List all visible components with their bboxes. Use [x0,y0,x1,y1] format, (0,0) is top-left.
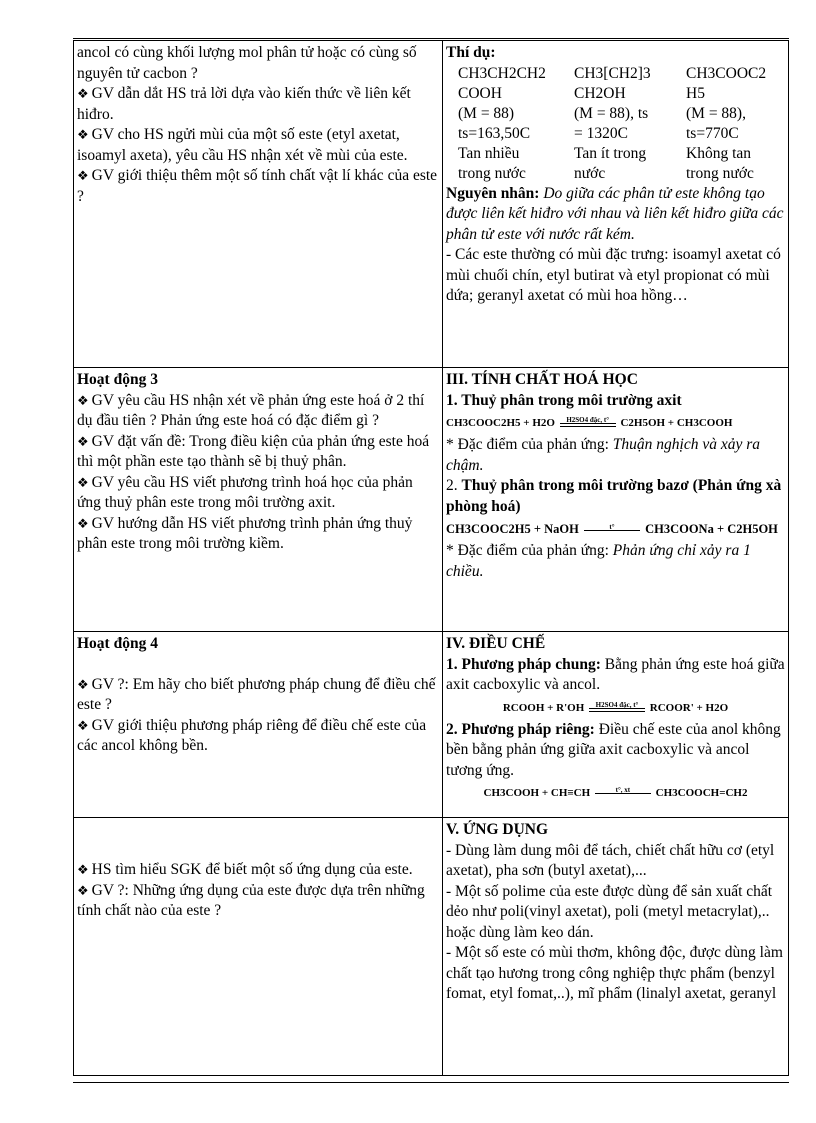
text-line: ancol có cùng khối lượng mol phân tử hoặc có cùng số nguyên tử cacbon ? [77,44,417,82]
top-rule [73,38,789,39]
subsection-heading: Thuỷ phân trong môi trường bazơ (Phản ứng xà phòng hoá) [446,477,782,515]
equation-left: CH3COOH + CH≡CH [483,787,591,799]
cause-label: Nguyên nhân: [446,184,540,202]
activity-title: Hoạt động 3 [77,371,158,388]
content-cell [443,368,789,632]
compare-cell: COOH [458,84,502,102]
content-cell [443,41,789,368]
application-paragraph: - Dùng làm dung môi để tách, chiết chất hữu cơ (etyl axetat), pha sơn (butyl axetat),... [446,841,775,879]
activity-cell [74,632,443,818]
method-label: 1. Phương pháp chung: [446,655,601,673]
method-label: 2. Phương pháp riêng: [446,720,595,738]
reaction-arrow [595,788,651,798]
compare-cell: CH3COOC2 [686,64,767,82]
bullet-line: ❖ GV dẫn dắt HS trả lời dựa vào kiến thức về liên kết hiđro. [77,84,439,125]
compare-cell: CH3CH2CH2 [458,64,546,82]
bullet-line: ❖ GV giới thiệu thêm một số tính chất vật lí khác của este ? [77,166,439,207]
compare-grid [458,64,785,184]
activity-title: Hoạt động 4 [77,635,158,652]
equation-left: CH3COOC2H5 + NaOH [446,522,579,536]
application-paragraph: - Một số polime của este được dùng để sản xuất chất dẻo như poli(vinyl axetat), poli (metyl metacrylat),.. hoặc dùng làm keo dán. [446,882,773,941]
compare-cell: Không tan [686,144,752,162]
compare-cell: CH2OH [574,84,626,102]
bullet-line: ❖ HS tìm hiểu SGK để biết một số ứng dụng của este. [77,860,439,881]
equation-right: RCOOR' + H2O [649,701,729,714]
bullet-line: ❖ GV yêu cầu HS viết phương trình hoá học của phản ứng thuỷ phân este trong môi trường axit. [77,473,439,514]
equation-hydrolysis-acid [446,411,785,435]
activity-cell [74,41,443,368]
arrow-condition: t° [609,523,615,532]
example-heading: Thí dụ: [446,44,496,61]
activity-cell [74,818,443,1076]
lesson-table [73,40,789,1076]
compare-cell: nước [574,164,606,182]
equilibrium-arrow [560,418,616,428]
cause-text: Do giữa các phân tử este không tạo được liên kết hiđro với nhau và liên kết hiđro giữa các phân tử este với nước rất kém. [446,184,784,243]
table-row [74,368,789,632]
equation-saponification [446,517,785,541]
method-text: Điều chế este của anol không bền bằng phản ứng giữa axit cacboxylic và ancol tương ứng. [446,720,781,779]
compare-cell: (M = 88), ts [574,104,649,122]
equation-vinyl-acetate [446,781,785,805]
compare-cell: CH3[CH2]3 [574,64,651,82]
equation-right: C2H5OH + CH3COOH [620,417,733,429]
compare-cell: (M = 88) [458,104,515,122]
subsection-number: 2. [446,477,458,494]
bullet-line: ❖ GV ?: Những ứng dụng của este được dựa trên những tính chất nào của este ? [77,881,439,922]
subsection-heading: 1. Thuỷ phân trong môi trường axit [446,391,682,409]
compare-cell: Tan nhiều [458,144,520,162]
feature-label: * Đặc điểm của phản ứng: [446,436,609,453]
equation-esterification [446,696,785,720]
bullet-line: ❖ GV giới thiệu phương pháp riêng để điều chế este của các ancol không bền. [77,716,439,757]
bottom-rule [73,1082,789,1083]
section-heading: V. ỨNG DỤNG [446,821,549,838]
compare-cell: trong nước [458,164,526,182]
method-text: Bằng phản ứng este hoá giữa axit cacboxylic và ancol. [446,655,785,693]
content-cell [443,818,789,1076]
compare-cell: H5 [686,84,705,102]
application-paragraph: - Một số este có mùi thơm, không độc, được dùng làm chất tạo hương trong công nghiệp thực phẩm (benzyl fomat, etyl fomat,..), mĩ phẩm (linalyl axetat, geranyl [446,944,783,1002]
bullet-line: ❖ GV yêu cầu HS nhận xét về phản ứng este hoá ở 2 thí dụ đầu tiên ? Phản ứng este hoá có đặc điểm gì ? [77,391,439,432]
bullet-line: ❖ GV cho HS ngửi mùi của một số este (etyl axetat, isoamyl axeta), yêu cầu HS nhận xét về mùi của este. [77,125,439,166]
feature-text: Thuận nghịch và xảy ra chậm. [446,436,761,474]
bullet-line: ❖ GV hướng dẫn HS viết phương trình phản ứng thuỷ phân este trong môi trường kiềm. [77,514,439,555]
smell-text: - Các este thường có mùi đặc trưng: isoamyl axetat có mùi chuối chín, etyl butirat và etyl propionat có mùi dứa; geranyl axetat có mùi hoa hồng… [446,246,781,304]
table-row [74,632,789,818]
equation-right: CH3COOCH=CH2 [655,787,748,799]
compare-cell: = 1320C [574,124,628,142]
section-heading: III. TÍNH CHẤT HOÁ HỌC [446,371,638,388]
bullet-line: ❖ GV đặt vấn đề: Trong điều kiện của phản ứng este hoá thì một phần este tạo thành sẽ bị thuỷ phân. [77,432,439,473]
equation-left: CH3COOC2H5 + H2O [446,417,555,429]
content-cell [443,632,789,818]
equilibrium-arrow [589,700,645,713]
feature-label: * Đặc điểm của phản ứng: [446,542,609,559]
feature-text: Phản ứng chỉ xảy ra 1 chiều. [446,542,751,580]
table-row [74,41,789,368]
equation-left: RCOOH + R'OH [502,701,585,714]
compare-cell: Tan ít trong [574,144,647,162]
table-row [74,818,789,1076]
compare-cell: trong nước [686,164,754,182]
section-heading: IV. ĐIỀU CHẾ [446,635,546,652]
arrow-condition: H2SO4 đặc, t° [595,700,639,709]
reaction-arrow [584,525,640,535]
compare-cell: ts=163,50C [458,124,531,142]
compare-cell: (M = 88), [686,104,746,122]
arrow-condition: H2SO4 đặc, t° [566,416,610,425]
activity-cell [74,368,443,632]
bullet-line: ❖ GV ?: Em hãy cho biết phương pháp chung để điều chế este ? [77,675,439,716]
arrow-condition: t°, xt [615,786,631,795]
compare-cell: ts=770C [686,124,739,142]
equation-right: CH3COONa + C2H5OH [645,522,778,536]
